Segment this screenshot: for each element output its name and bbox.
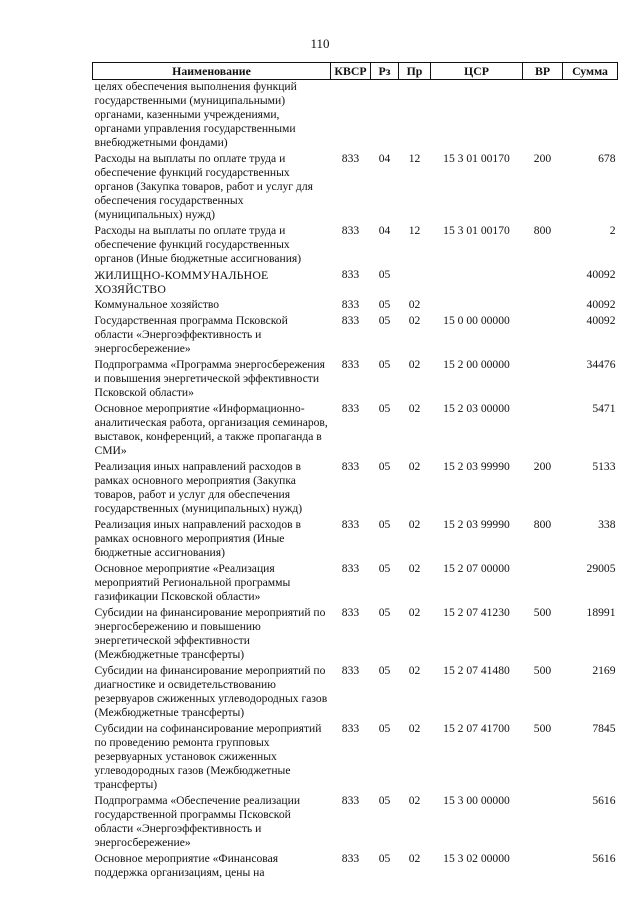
- row-csr: [431, 296, 523, 312]
- row-sum: 678: [598, 152, 616, 165]
- row-kvsr: [331, 80, 371, 151]
- row-name: ЖИЛИЩНО-КОММУНАЛЬНОЕ ХОЗЯЙСТВО: [94, 268, 269, 296]
- table-row: [93, 560, 618, 604]
- row-rz: 05: [378, 314, 391, 327]
- row-name: Субсидии на финансирование мероприятий по диагностике и освидетельствованию резервуаров сжиженных углеводородных газов (Межбюджетные трансферты): [94, 664, 328, 719]
- row-pr: 02: [408, 402, 421, 415]
- row-rz: 05: [378, 722, 391, 735]
- row-kvsr: 833: [341, 460, 360, 473]
- row-csr: 15 3 00 00000: [443, 794, 510, 807]
- table-row: [93, 356, 618, 400]
- row-vr: [523, 80, 563, 151]
- row-csr: 15 3 01 00170: [443, 224, 510, 237]
- row-kvsr: 833: [341, 298, 360, 311]
- row-pr: 12: [408, 224, 421, 237]
- table-row: [93, 150, 618, 222]
- row-sum: 40092: [586, 298, 616, 311]
- row-name: Основное мероприятие «Финансовая поддержка организациям, цены на: [94, 852, 279, 879]
- row-sum: 5471: [592, 402, 616, 415]
- row-csr: 15 2 07 00000: [443, 562, 510, 575]
- row-kvsr: 833: [341, 794, 360, 807]
- header-kvsr: КВСР: [331, 63, 371, 80]
- row-vr: [523, 792, 563, 850]
- table-row: [93, 792, 618, 850]
- row-pr: 02: [408, 518, 421, 531]
- row-name: Подпрограмма «Программа энергосбережения и повышения энергетической эффективности Псковской области»: [94, 358, 326, 399]
- row-vr: 800: [533, 224, 552, 237]
- row-kvsr: 833: [341, 224, 360, 237]
- header-csr: ЦСР: [431, 63, 523, 80]
- row-name: Реализация иных направлений расходов в рамках основного мероприятия (Иные бюджетные ассигнования): [94, 518, 301, 559]
- row-pr: 02: [408, 606, 421, 619]
- row-vr: [523, 312, 563, 356]
- row-rz: 05: [378, 268, 391, 281]
- row-name: Основное мероприятие «Реализация мероприятий Региональной программы газификации Псковской области»: [94, 562, 291, 603]
- row-kvsr: 833: [341, 358, 360, 371]
- table-row: [93, 850, 618, 880]
- row-vr: [523, 266, 563, 296]
- row-vr: 800: [533, 518, 552, 531]
- row-csr: [431, 266, 523, 296]
- row-name: Государственная программа Псковской области «Энергоэффективность и энергосбережение»: [94, 314, 288, 355]
- table-row: [93, 296, 618, 312]
- row-name: Расходы на выплаты по оплате труда и обеспечение функций государственных органов (Иные бюджетные ассигнования): [94, 224, 302, 265]
- budget-table: [92, 62, 618, 880]
- row-kvsr: 833: [341, 606, 360, 619]
- row-rz: 05: [378, 606, 391, 619]
- row-rz: 05: [378, 852, 391, 865]
- header-pr: Пр: [399, 63, 431, 80]
- row-kvsr: 833: [341, 722, 360, 735]
- row-sum: 338: [598, 518, 616, 531]
- row-csr: 15 0 00 00000: [443, 314, 510, 327]
- row-rz: 04: [378, 224, 391, 237]
- row-csr: 15 2 07 41230: [443, 606, 510, 619]
- row-rz: 05: [378, 664, 391, 677]
- row-vr: [523, 560, 563, 604]
- row-sum: 34476: [586, 358, 616, 371]
- row-vr: 200: [533, 152, 552, 165]
- row-vr: 200: [533, 460, 552, 473]
- row-name: Реализация иных направлений расходов в рамках основного мероприятия (Закупка товаров, работ и услуг для обеспечения государственных (муниципальных) нужд): [94, 460, 303, 515]
- row-vr: 500: [533, 722, 552, 735]
- row-vr: [523, 850, 563, 880]
- row-vr: 500: [533, 606, 552, 619]
- header-rz: Рз: [371, 63, 399, 80]
- row-pr: 02: [408, 722, 421, 735]
- row-vr: [523, 356, 563, 400]
- row-name: Основное мероприятие «Информационно-аналитическая работа, организация семинаров, выставок, конференций, а также пропаганда в СМИ»: [94, 402, 328, 457]
- row-pr: 02: [408, 460, 421, 473]
- row-csr: 15 2 07 41700: [443, 722, 510, 735]
- row-pr: [399, 80, 431, 151]
- row-csr: 15 2 00 00000: [443, 358, 510, 371]
- row-pr: 02: [408, 298, 421, 311]
- row-sum: 18991: [586, 606, 616, 619]
- row-rz: 05: [378, 562, 391, 575]
- row-kvsr: 833: [341, 852, 360, 865]
- row-kvsr: 833: [341, 152, 360, 165]
- row-rz: 04: [378, 152, 391, 165]
- row-vr: [523, 296, 563, 312]
- row-csr: 15 2 07 41480: [443, 664, 510, 677]
- row-csr: 15 2 03 99990: [443, 460, 510, 473]
- table-row: [93, 720, 618, 792]
- row-kvsr: 833: [341, 402, 360, 415]
- row-name: Коммунальное хозяйство: [94, 298, 220, 311]
- row-rz: 05: [378, 794, 391, 807]
- table-row: [93, 516, 618, 560]
- row-kvsr: 833: [341, 268, 360, 281]
- row-rz: 05: [378, 402, 391, 415]
- row-sum: 5616: [592, 794, 616, 807]
- row-csr: 15 2 03 00000: [443, 402, 510, 415]
- row-name: Субсидии на софинансирование мероприятий по проведению ремонта групповых резервуарных установок сжиженных углеводородных газов (Межбюджетные трансферты): [94, 722, 322, 791]
- row-pr: 02: [408, 794, 421, 807]
- row-kvsr: 833: [341, 518, 360, 531]
- row-kvsr: 833: [341, 314, 360, 327]
- row-pr: 02: [408, 562, 421, 575]
- row-csr: 15 2 03 99990: [443, 518, 510, 531]
- row-sum: 40092: [586, 314, 616, 327]
- row-pr: 02: [408, 314, 421, 327]
- row-name: целях обеспечения выполнения функций государственными (муниципальными) органами, казенными учреждениями, органами управления государственными внебюджетными фондами): [94, 80, 297, 149]
- row-rz: 05: [378, 518, 391, 531]
- row-vr: 500: [533, 664, 552, 677]
- table-row: [93, 222, 618, 266]
- row-sum: 5616: [592, 852, 616, 865]
- table-row: [93, 80, 618, 151]
- row-kvsr: 833: [341, 664, 360, 677]
- row-csr: 15 3 02 00000: [443, 852, 510, 865]
- row-sum: 2169: [592, 664, 616, 677]
- row-rz: 05: [378, 298, 391, 311]
- row-sum: 29005: [586, 562, 616, 575]
- row-csr: 15 3 01 00170: [443, 152, 510, 165]
- row-sum: 2: [609, 224, 616, 237]
- table-row: [93, 312, 618, 356]
- row-csr: [431, 80, 523, 151]
- table-body: [93, 80, 618, 881]
- row-rz: [371, 80, 399, 151]
- row-sum: 5133: [592, 460, 616, 473]
- page-number: 110: [310, 36, 330, 51]
- row-sum: 7845: [592, 722, 616, 735]
- row-name: Расходы на выплаты по оплате труда и обеспечение функций государственных органов (Закупка товаров, работ и услуг для обеспечения государственных (муниципальных) нужд): [94, 152, 313, 221]
- row-sum: [563, 80, 618, 151]
- row-kvsr: 833: [341, 562, 360, 575]
- row-sum: 40092: [586, 268, 616, 281]
- row-pr: 02: [408, 852, 421, 865]
- table-row: [93, 400, 618, 458]
- table-row: [93, 604, 618, 662]
- header-vr: ВР: [523, 63, 563, 80]
- header-sum: Сумма: [563, 63, 618, 80]
- header-name: Наименование: [93, 63, 331, 80]
- row-name: Субсидии на финансирование мероприятий по энергосбережению и повышению энергетической эффективности (Межбюджетные трансферты): [94, 606, 326, 661]
- row-rz: 05: [378, 358, 391, 371]
- table-header-row: [93, 63, 618, 80]
- row-vr: [523, 400, 563, 458]
- row-pr: [399, 266, 431, 296]
- table-row: [93, 662, 618, 720]
- row-pr: 02: [408, 358, 421, 371]
- row-rz: 05: [378, 460, 391, 473]
- row-pr: 12: [408, 152, 421, 165]
- row-name: Подпрограмма «Обеспечение реализации государственной программы Псковской области «Энергоэффективность и энергосбережение»: [94, 794, 301, 849]
- table-row: [93, 458, 618, 516]
- table-row: [93, 266, 618, 296]
- row-pr: 02: [408, 664, 421, 677]
